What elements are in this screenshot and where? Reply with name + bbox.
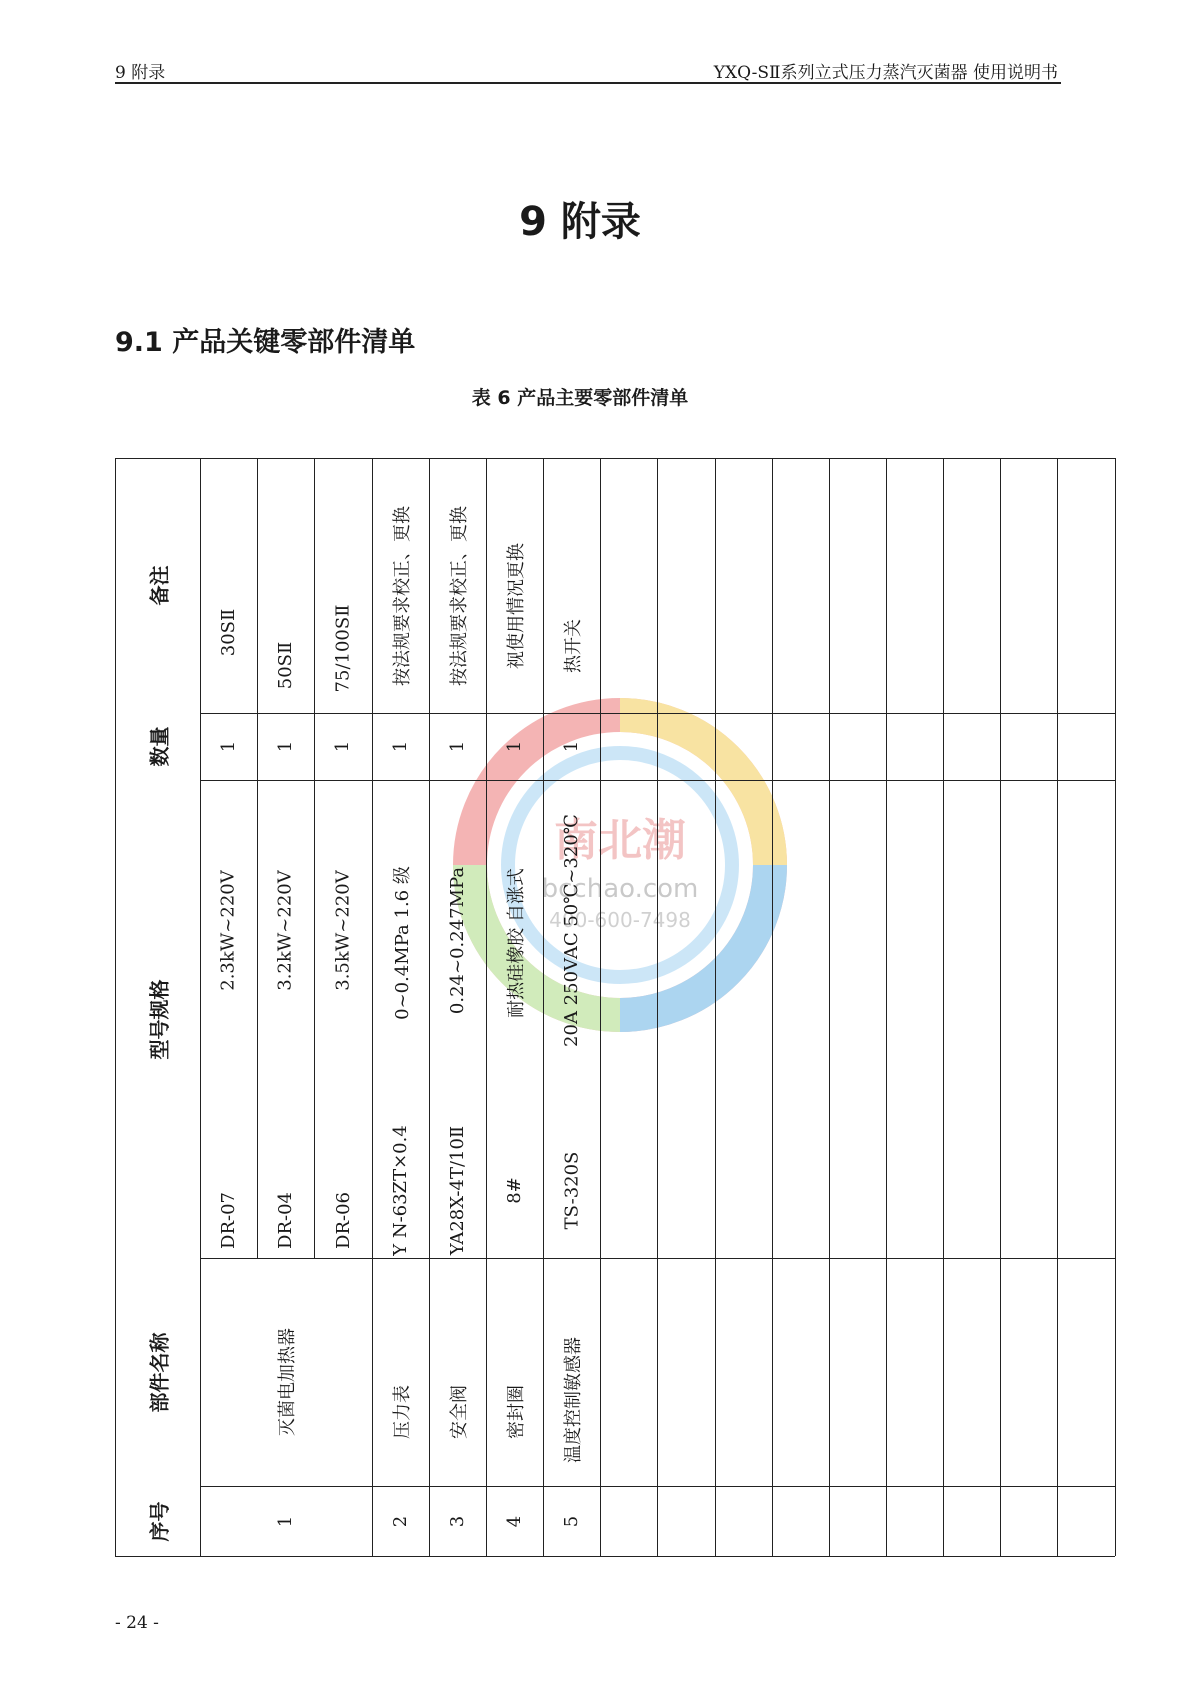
- remarks-cell: [429, 458, 486, 713]
- table-border-right: [1115, 458, 1116, 1556]
- header-model-spec-cell: [115, 780, 200, 1258]
- header-remarks-cell: [115, 458, 200, 713]
- part-name: 温度控制敏感器: [562, 1336, 584, 1463]
- spec: 耐热硅橡胶 自涨式: [505, 868, 527, 1018]
- header-right: YXQ-SⅡ系列立式压力蒸汽灭菌器 使用说明书: [713, 63, 1058, 83]
- quantity-cell: [429, 713, 486, 780]
- header-part-name: 部件名称: [147, 1332, 171, 1412]
- spec: 3.5kW~220V: [332, 870, 354, 991]
- model-spec-cell: [429, 780, 486, 1258]
- part-name: 密封圈: [505, 1385, 527, 1439]
- part-name-cell: [486, 1258, 543, 1486]
- table-border-bottom: [115, 1556, 1115, 1557]
- remarks-cell: [486, 458, 543, 713]
- col-divider-7: [600, 458, 601, 1556]
- index: 4: [503, 1515, 525, 1527]
- model-spec-cell: [372, 780, 429, 1258]
- quantity-cell: [314, 713, 372, 780]
- page-number: - 24 -: [115, 1613, 159, 1633]
- part-name: 灭菌电加热器: [277, 1328, 298, 1436]
- remarks: 热开关: [562, 618, 584, 673]
- index-cell: [429, 1486, 486, 1556]
- index-cell: [372, 1486, 429, 1556]
- index-cell: [543, 1486, 600, 1556]
- header-model-spec: 型号规格: [147, 979, 171, 1059]
- index: 1: [275, 1515, 297, 1527]
- remarks: 50SⅡ: [274, 641, 296, 690]
- spec: 0~0.4MPa 1.6 级: [391, 866, 413, 1020]
- quantity: 1: [274, 740, 296, 753]
- model: 8#: [503, 1177, 525, 1204]
- part-name: 压力表: [391, 1385, 413, 1439]
- col-divider-12: [886, 458, 887, 1556]
- index: 3: [446, 1515, 468, 1527]
- header-quantity-cell: [115, 713, 200, 780]
- quantity: 1: [217, 740, 239, 753]
- col-divider-13: [943, 458, 944, 1556]
- header-part-name-cell: [115, 1258, 200, 1486]
- quantity-cell: [257, 713, 314, 780]
- remarks: 按法规要求校正、更换: [391, 505, 413, 686]
- quantity-cell: [200, 713, 257, 780]
- model: DR-07: [217, 1192, 239, 1249]
- header-quantity: 数量: [147, 726, 171, 767]
- spec: 3.2kW~220V: [275, 870, 297, 991]
- index-cell: [200, 1486, 372, 1556]
- remarks-cell: [314, 458, 372, 713]
- col-divider-8: [657, 458, 658, 1556]
- quantity-cell: [486, 713, 543, 780]
- part-name-cell: [543, 1258, 600, 1486]
- model: DR-04: [274, 1192, 296, 1249]
- remarks-cell: [200, 458, 257, 713]
- model-spec-cell: [486, 780, 543, 1258]
- remarks: 30SⅡ: [217, 608, 239, 657]
- index: 2: [389, 1515, 411, 1527]
- spec: 20A 250VAC 50℃~320℃: [561, 814, 582, 1047]
- col-divider-10: [772, 458, 773, 1556]
- model-spec-cell: [543, 780, 600, 1258]
- quantity: 1: [560, 740, 582, 753]
- parts-table: [115, 458, 1115, 1556]
- svg-text:南北潮: 南北潮: [554, 815, 686, 866]
- index-cell: [486, 1486, 543, 1556]
- remarks-cell: [543, 458, 600, 713]
- section-title: 9.1 产品关键零部件清单: [115, 327, 416, 358]
- model: DR-06: [332, 1192, 354, 1249]
- model-spec-cell: [257, 780, 314, 1258]
- model: Y N-63ZT×0.4: [390, 1125, 411, 1256]
- part-name-cell: [200, 1258, 372, 1486]
- model-spec-cell: [200, 780, 257, 1258]
- col-divider-11: [829, 458, 830, 1556]
- chapter-title: 9 附录: [519, 199, 641, 245]
- quantity: 1: [503, 740, 525, 753]
- model: YA28X-4T/10Ⅱ: [447, 1125, 468, 1256]
- quantity-cell: [543, 713, 600, 780]
- part-name: 安全阀: [448, 1385, 470, 1439]
- part-name-cell: [372, 1258, 429, 1486]
- svg-text:400-600-7498: 400-600-7498: [549, 908, 691, 932]
- header-rule: [115, 82, 1061, 84]
- svg-text:bcchao.com: bcchao.com: [541, 874, 699, 904]
- table-caption: 表 6 产品主要零部件清单: [471, 387, 689, 409]
- remarks: 75/100SⅡ: [332, 604, 354, 692]
- quantity: 1: [332, 740, 354, 753]
- spec: 0.24~0.247MPa: [447, 866, 468, 1015]
- header-index: 序号: [147, 1501, 171, 1541]
- col-divider-14: [1000, 458, 1001, 1556]
- model: TS-320S: [561, 1151, 583, 1230]
- quantity: 1: [446, 740, 468, 753]
- quantity: 1: [389, 740, 411, 753]
- model-spec-cell: [314, 780, 372, 1258]
- index: 5: [560, 1515, 582, 1527]
- col-divider-15: [1057, 458, 1058, 1556]
- remarks-cell: [257, 458, 314, 713]
- quantity-cell: [372, 713, 429, 780]
- part-name-cell: [429, 1258, 486, 1486]
- header-remarks: 备注: [147, 565, 171, 606]
- col-divider-9: [715, 458, 716, 1556]
- remarks: 视使用情况更换: [505, 542, 527, 669]
- header-index-cell: [115, 1486, 200, 1556]
- remarks: 按法规要求校正、更换: [448, 505, 470, 686]
- header-left: 9 附录: [115, 63, 166, 83]
- remarks-cell: [372, 458, 429, 713]
- spec: 2.3kW~220V: [218, 870, 240, 991]
